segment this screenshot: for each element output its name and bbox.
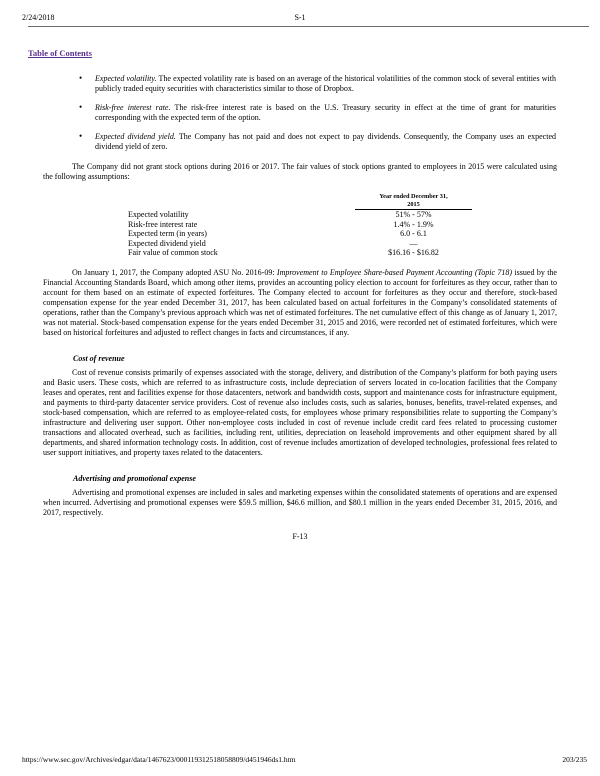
header-divider — [28, 26, 589, 27]
list-item — [79, 131, 556, 152]
row-value: 1.4% - 1.9% — [393, 219, 434, 229]
intro-paragraph: The Company did not grant stock options during 2016 or 2017. The fair values of stock options granted to employees in 2015 were calculated using the following assumptions: — [43, 162, 557, 181]
table-row — [128, 248, 600, 258]
bullet-icon: • — [79, 73, 83, 83]
assumption-bullet-list — [79, 73, 556, 152]
bullet-text: The risk-free interest rate is based on the U.S. Treasury security in effect at the time of grant for maturities corresponding with the expected term of the option. — [95, 103, 556, 122]
footer-page-indicator: 203/235 — [562, 755, 587, 764]
bullet-icon: • — [79, 131, 83, 141]
column-header-line1: Year ended December 31, — [379, 193, 448, 200]
footer-url: https://www.sec.gov/Archives/edgar/data/1467623/000119312518058809/d451946ds1.htm — [22, 755, 296, 764]
bullet-text: The Company has not paid and does not expect to pay dividends. Consequently, the Company uses an expected dividend yield of zero. — [95, 132, 556, 151]
row-label: Risk-free interest rate — [128, 219, 198, 229]
bullet-lead: Risk-free interest rate. — [95, 103, 171, 112]
assumptions-table — [128, 193, 600, 258]
row-value: 6.0 - 6.1 — [400, 229, 427, 239]
asu-title-italic: Improvement to Employee Share-based Payment Accounting (Topic 718) — [276, 267, 513, 277]
paragraph-text: issued by the Financial Accounting Standards Board, which among other items, provides an accounting policy election to account for forfeitures as they occur, rather than to account for them based on an estimate of expected forfeitures. The Company elected to account for forfeitures as they occur and therefore, stock-based compensation expense for the year ended December 31, 2017, has been calculated based on actual forfeitures in the Company’s consolidated statements of operations, rather than the Company’s previous approach which was net of estimated forfeitures. The net cumulative effect of this change as of January 1, 2017, was not material. Stock-based compensation expense for the years ended December 31, 2015 and 2016, were recorded net of estimated forfeitures, which were based on historical forfeitures and adjusted to reflect changes in facts and circumstances, if any. — [43, 267, 557, 337]
row-label: Fair value of common stock — [128, 248, 218, 258]
section-heading-cost-of-revenue: Cost of revenue — [73, 353, 125, 363]
document-content — [0, 43, 600, 541]
print-header — [22, 13, 578, 22]
row-value: $16.16 - $16.82 — [388, 248, 439, 258]
row-value: — — [409, 238, 418, 248]
advertising-paragraph: Advertising and promotional expenses are included in sales and marketing expenses within the consolidated statements of operations and are expensed when incurred. Advertising and promotional expenses were $59.5 million, $46.6 million, and $80.1 million in the years ended December 31, 2015, 2016, and 2017, respectively. — [43, 487, 557, 517]
row-label: Expected term (in years) — [128, 229, 207, 239]
bullet-icon: • — [79, 102, 83, 112]
table-row — [128, 210, 600, 220]
bullet-text: The expected volatility rate is based on an average of the historical volatilities of the common stock of several entities with publicly traded equity securities with characteristics similar to those of Dropbox. — [95, 74, 556, 93]
print-date: 2/24/2018 — [22, 13, 55, 22]
table-row — [128, 239, 600, 249]
row-label: Expected dividend yield — [128, 238, 206, 248]
asu-adoption-paragraph — [43, 268, 557, 338]
paragraph-text: On January 1, 2017, the Company adopted ASU No. 2016-09: — [72, 267, 277, 277]
page-number: F-13 — [292, 531, 308, 541]
section-heading-advertising: Advertising and promotional expense — [73, 473, 196, 483]
bullet-lead: Expected volatility. — [95, 74, 157, 83]
table-header-row — [128, 193, 600, 210]
list-item — [79, 73, 556, 94]
column-header-line2: 2015 — [407, 200, 420, 208]
cost-of-revenue-paragraph: Cost of revenue consists primarily of expenses associated with the storage, delivery, and distribution of the Company’s platform for both paying users and Basic users. These costs, which are referred to as infrastructure costs, include depreciation of servers located in co-location facilities that the Company leases and operates, rent and facilities expense for those datacenters, network and bandwidth costs, support and maintenance costs for infrastructure equipment, and payments to third-party datacenter service providers. Cost of revenue also includes costs, such as salaries, bonuses, benefits, travel-related expenses, and stock-based compensation, which are referred to as employee-related costs, for employees whose primary responsibilities relate to supporting the Company’s infrastructure and delivering user support. Other non-employee costs included in cost of revenue include credit card fees related to processing customer transactions and allocated overhead, such as facilities, including rent, utilities, depreciation on leasehold improvements and other equipment shared by all departments, and shared information technology costs. In addition, cost of revenue includes amortization of developed technologies, professional fees related to user support initiatives, and property taxes related to the datacenters. — [43, 367, 557, 457]
document-type-label: S-1 — [294, 13, 306, 22]
bullet-lead: Expected dividend yield. — [95, 132, 176, 141]
row-value: 51% - 57% — [395, 210, 432, 219]
table-row — [128, 229, 600, 239]
table-header-spacer — [128, 193, 355, 210]
table-of-contents-link[interactable]: Table of Contents — [28, 48, 92, 58]
list-item — [79, 102, 556, 123]
table-column-header — [355, 193, 472, 210]
table-row — [128, 220, 600, 230]
print-footer — [22, 755, 587, 764]
row-label: Expected volatility — [128, 210, 189, 219]
